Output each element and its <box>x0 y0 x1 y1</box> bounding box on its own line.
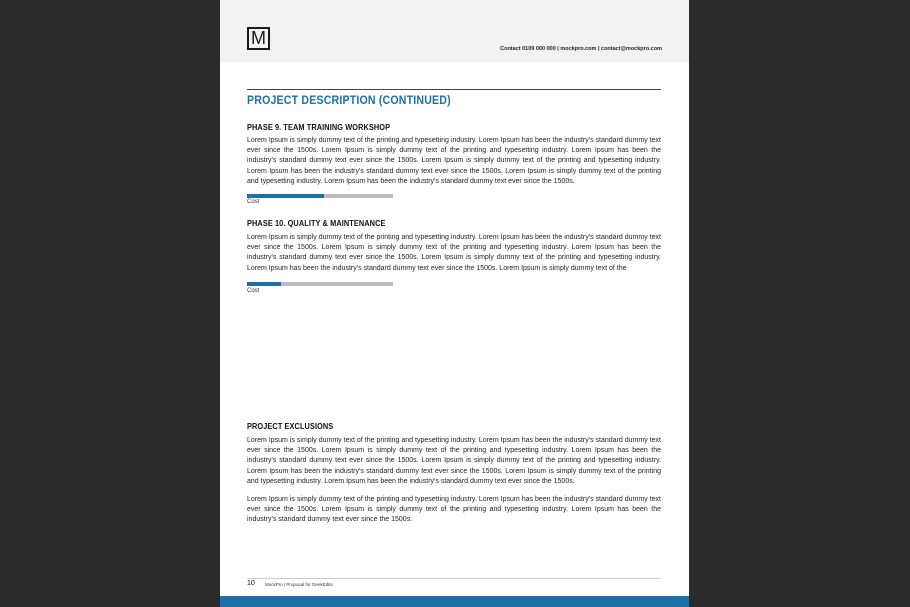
contact-info: Contact 0109 000 000 | mockpro.com | contact@mockpro.com <box>500 46 662 52</box>
phase-9-cost-fill <box>247 194 324 198</box>
phase-9-cost-bar <box>247 194 393 198</box>
phase-10-heading: PHASE 10. QUALITY & MAINTENANCE <box>247 219 386 228</box>
phase-10-cost-label: Cost <box>247 288 260 294</box>
exclusions-paragraph-2: Lorem Ipsum is simply dummy text of the printing and typesetting industry. Lorem Ipsum has been the industry's standard dummy text ever since the 1500s. Lorem Ipsum is simply dummy text of the printing and typesetting industry. Lorem Ipsum has been the industry's standard dummy text ever since the 1500s. <box>247 496 661 524</box>
phase-9-body: Lorem Ipsum is simply dummy text of the printing and typesetting industry. Lorem Ipsum has been the industry's standard dummy text ever since the 1500s. Lorem Ipsum is simply dummy text of the printing and typesetting industry. Lorem Ipsum has been the industry's standard dummy text ever since the 1500s. Lorem Ipsum is simply dummy text of the printing and typesetting industry. Lorem Ipsum has been the industry's standard dummy text ever since the 1500s. Lorem Ipsum is simply dummy text of the printing and typesetting industry. Lorem Ipsum has been the industry's standard dummy text ever since the 1500s. <box>247 137 661 185</box>
footer-band <box>220 596 689 607</box>
page-header <box>220 0 689 62</box>
title-rule <box>247 89 661 90</box>
logo: M <box>247 27 270 50</box>
phase-10-body: Lorem Ipsum is simply dummy text of the printing and typesetting industry. Lorem Ipsum has been the industry's standard dummy text ever since the 1500s. Lorem Ipsum is simply dummy text of the printing and typesetting industry. Lorem Ipsum has been the industry's standard dummy text ever since the 1500s. Lorem Ipsum is simply dummy text of the printing and typesetting industry. Lorem Ipsum has been the industry's standard dummy text ever since the 1500s. Lorem Ipsum is simply dummy text of the <box>247 234 661 272</box>
phase-10-cost-fill <box>247 282 281 286</box>
footer-rule <box>247 578 661 579</box>
exclusions-paragraph-1: Lorem Ipsum is simply dummy text of the printing and typesetting industry. Lorem Ipsum has been the industry's standard dummy text ever since the 1500s. Lorem Ipsum is simply dummy text of the printing and typesetting industry. Lorem Ipsum has been the industry's standard dummy text ever since the 1500s. Lorem Ipsum is simply dummy text of the printing and typesetting industry. Lorem Ipsum has been the industry's standard dummy text ever since the 1500s. Lorem Ipsum is simply dummy text of the printing and typesetting industry. Lorem Ipsum has been the industry's standard dummy text ever since the 1500s. <box>247 437 661 485</box>
page-title: PROJECT DESCRIPTION (CONTINUED) <box>247 95 451 107</box>
phase-9-heading: PHASE 9. TEAM TRAINING WORKSHOP <box>247 123 391 132</box>
document-page <box>220 0 689 607</box>
phase-10-cost-bar <box>247 282 393 286</box>
footer-text: MockPro | Proposal for GeekEdits <box>265 582 333 587</box>
phase-9-cost-label: Cost <box>247 199 260 205</box>
exclusions-heading: PROJECT EXCLUSIONS <box>247 422 334 431</box>
page-number: 10 <box>247 580 255 587</box>
